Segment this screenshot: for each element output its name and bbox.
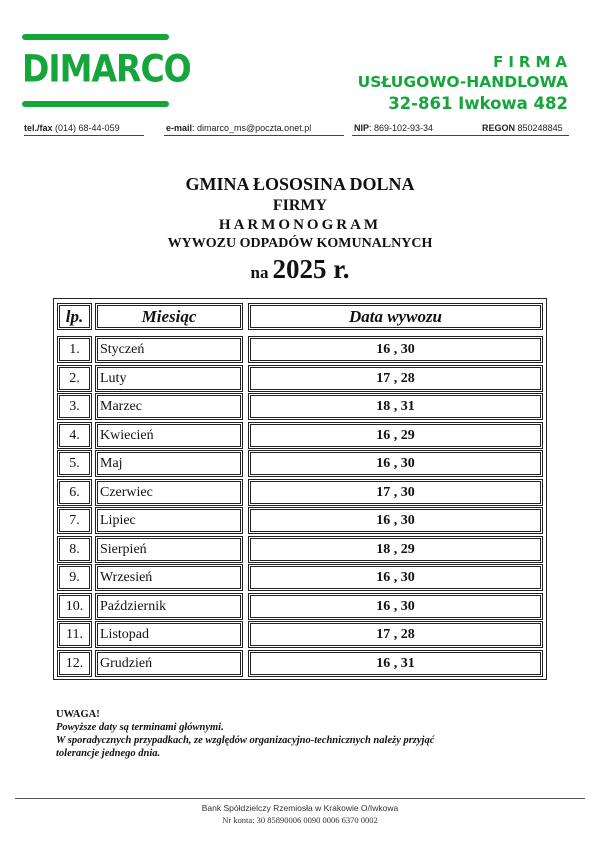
pickup-dates: 16 , 30 <box>248 593 543 620</box>
company-block <box>357 53 572 115</box>
month-name: Styczeń <box>95 336 243 363</box>
header-date: Data wywozu <box>248 303 543 330</box>
pickup-dates: 16 , 31 <box>248 650 543 677</box>
row-number: 3. <box>57 393 92 420</box>
contact-rule <box>164 135 344 136</box>
schedule-title: HARMONOGRAM <box>218 217 382 233</box>
notice-line: Powyższe daty są terminami głównymi. <box>56 722 224 733</box>
row-number: 10. <box>57 593 92 620</box>
row-number: 12. <box>57 650 92 677</box>
pickup-dates: 18 , 31 <box>248 393 543 420</box>
pickup-dates: 16 , 30 <box>248 336 543 363</box>
contact-rule <box>352 135 569 136</box>
regon-value: 850248845 <box>517 123 563 133</box>
telfax-value: (014) 68-44-059 <box>55 123 120 133</box>
row-number: 5. <box>57 450 92 477</box>
schedule-table <box>53 298 547 680</box>
row-number: 7. <box>57 507 92 534</box>
logo-text: DIMARCO <box>22 46 191 91</box>
pickup-dates: 16 , 29 <box>248 422 543 449</box>
month-name: Luty <box>95 365 243 392</box>
telfax-label: tel./fax <box>24 123 53 133</box>
month-name: Kwiecień <box>95 422 243 449</box>
header-month: Miesiąc <box>95 303 243 330</box>
pickup-dates: 17 , 28 <box>248 365 543 392</box>
year-value: 2025 r. <box>272 254 350 284</box>
pickup-dates: 16 , 30 <box>248 507 543 534</box>
contact-rule <box>24 135 144 136</box>
row-number: 11. <box>57 621 92 648</box>
month-name: Czerwiec <box>95 479 243 506</box>
bank-name: Bank Spółdzielczy Rzemiosła w Krakowie O/Iwkowa <box>201 803 399 813</box>
month-name: Wrzesień <box>95 564 243 591</box>
document-titles <box>0 172 600 290</box>
row-number: 9. <box>57 564 92 591</box>
month-name: Maj <box>95 450 243 477</box>
notice-line: tolerancje jednego dnia. <box>56 748 161 759</box>
row-number: 4. <box>57 422 92 449</box>
notice <box>56 708 556 760</box>
regon-label: REGON <box>482 123 516 133</box>
month-name: Marzec <box>95 393 243 420</box>
email-label: e-mail <box>166 123 193 133</box>
row-number: 2. <box>57 365 92 392</box>
notice-title: UWAGA! <box>56 709 100 720</box>
schedule-subtitle: WYWOZU ODPADÓW KOMUNALNYCH <box>167 236 433 251</box>
company-kind: USŁUGOWO-HANDLOWA <box>357 73 568 91</box>
municipality-title: GMINA ŁOSOSINA DOLNA <box>185 174 415 194</box>
nip-label: NIP <box>354 123 370 133</box>
company-type: FIRMA <box>493 53 572 71</box>
email <box>166 123 311 133</box>
bank-account: Nr konta: 30 85890006 0090 0006 6370 0002 <box>222 815 378 825</box>
row-number: 6. <box>57 479 92 506</box>
nip <box>354 123 433 133</box>
pickup-dates: 17 , 28 <box>248 621 543 648</box>
notice-line: W sporadycznych przypadkach, ze względów organizacyjno-technicznych należy przyjąć <box>56 735 435 746</box>
month-name: Lipiec <box>95 507 243 534</box>
regon <box>482 123 563 133</box>
logo-top-stripe <box>22 34 169 40</box>
company-address: 32-861 Iwkowa 482 <box>388 94 568 113</box>
month-name: Październik <box>95 593 243 620</box>
email-value: : dimarco_ms@poczta.onet.pl <box>192 123 312 133</box>
header-lp: lp. <box>57 303 92 330</box>
nip-value: : 869-102-93-34 <box>369 123 434 133</box>
firm-title: FIRMY <box>272 197 328 214</box>
month-name: Grudzień <box>95 650 243 677</box>
pickup-dates: 17 , 30 <box>248 479 543 506</box>
row-number: 1. <box>57 336 92 363</box>
footer-divider <box>15 798 585 799</box>
dimarco-logo <box>22 34 191 107</box>
month-name: Listopad <box>95 621 243 648</box>
month-name: Sierpień <box>95 536 243 563</box>
logo-bottom-stripe <box>22 101 169 107</box>
pickup-dates: 16 , 30 <box>248 564 543 591</box>
pickup-dates: 18 , 29 <box>248 536 543 563</box>
schedule-year <box>0 253 600 290</box>
year-prefix: na <box>250 263 269 282</box>
pickup-dates: 16 , 30 <box>248 450 543 477</box>
contact-bar <box>24 123 569 136</box>
row-number: 8. <box>57 536 92 563</box>
telfax <box>24 123 120 133</box>
